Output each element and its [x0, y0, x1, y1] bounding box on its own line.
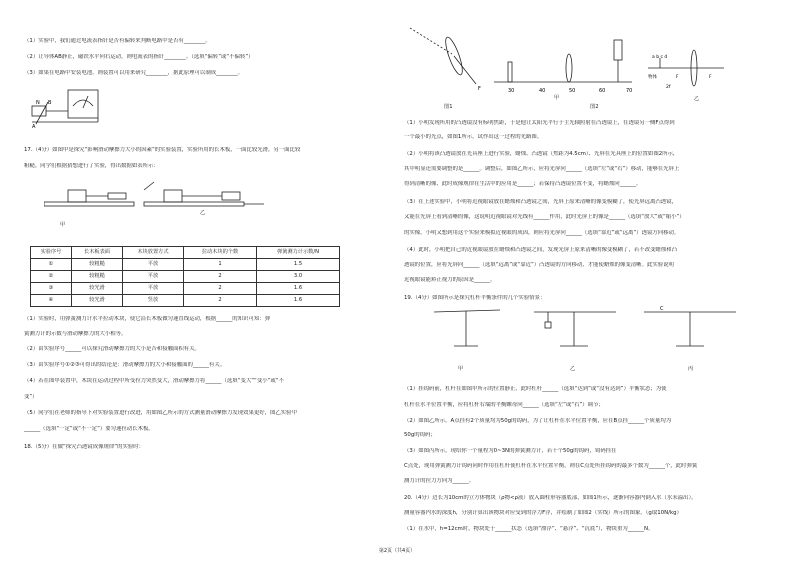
- fig-label-jia: 甲: [554, 95, 560, 101]
- lever-label-jia: 甲: [458, 366, 464, 372]
- lens-label: F: [709, 75, 712, 80]
- q20-line-3: （1）在水中，h=12cm时，物块处于______状态（选填“漂浮”、“悬浮”、“沉底”），物块重为______N。: [404, 526, 654, 532]
- table-cell: 较粗糙: [72, 259, 123, 271]
- table-cell: 较光滑: [72, 283, 123, 295]
- table-cell: 平放: [123, 259, 184, 271]
- table-cell: 2: [184, 295, 257, 307]
- table-cell: 较粗糙: [72, 271, 123, 283]
- table-cell: 竖放: [123, 295, 184, 307]
- table-cell: ④: [31, 295, 72, 307]
- q19-line-1: （1）挂钩码前，杠杆在如图甲所示的位置静止，此时杠杆______（选填“达到”或“没有达到”）平衡状态；为使: [404, 386, 667, 392]
- q18-line-9: （4）此时，小明把自己的近视眼镜放在蜡烛和凸透镜之间，发现光屏上原来清晰的像变模糊了，若不改变蜡烛和凸: [404, 247, 677, 253]
- page-footer: 第2页（共4页）: [378, 548, 416, 554]
- table-row: [31, 259, 340, 271]
- table-cell: 1.6: [257, 295, 340, 307]
- table-cell: ②: [31, 271, 72, 283]
- q19-line-7: 测力计的拉力方向为______。: [404, 478, 475, 484]
- ruler-tick: 40: [539, 88, 546, 94]
- label-b: B: [48, 100, 52, 106]
- q19-line-2: 杠杆在水平位置平衡，应将杠杆右端的平衡螺母向______（选填“左”或“右”）调节；: [404, 402, 604, 408]
- fig-label-1: 图1: [444, 104, 453, 110]
- table-cell: ③: [31, 283, 72, 295]
- table-row: [31, 295, 340, 307]
- lens-label: 物体: [648, 75, 657, 80]
- lens-letters: a b c d: [652, 55, 668, 60]
- q16-line-1: （1）实验中，我们通过电流表指针是否有偏转来判断电路中是否有________。: [24, 38, 211, 44]
- q18-line-7: 又能在光屏上看到清晰的像，这说明近视眼镜对光线有______作用，此时光屏上的像是______（选填“放大”或“缩小”）: [404, 214, 685, 220]
- fig-label-yi: 乙: [694, 96, 700, 102]
- q18-line-10: 透镜的位置，应将光屏向______（选填“远离”或“靠近”）凸透镜的方向移动，才能使蜡烛的像变清晰。此实验说明: [404, 262, 674, 268]
- table-header-row: [31, 247, 340, 259]
- table-header: 拉动木块的个数: [184, 247, 257, 259]
- table-row: [31, 283, 340, 295]
- q19-intro: 19.（4分）如图所示是探究杠杆平衡条件的几个实验情景：: [404, 295, 546, 301]
- q17-after-4: （3）由实验序号①②③可得出的结论是：滑动摩擦力的大小和接触面的______有关。: [24, 362, 226, 368]
- q17-after-1: （1）实验时，用弹簧测力计水平拉动木块，使它沿长木板做匀速直线运动，根据______的知识可知：弹: [24, 316, 271, 322]
- fig-label-yi: 乙: [200, 210, 206, 216]
- table-row: [31, 271, 340, 283]
- ruler-tick: 70: [626, 88, 633, 94]
- q18-line-6: （3）在上述实验中，小明将近视眼镜放在蜡烛和凸透镜之间，光屏上原来清晰的像变模糊了，使光屏远离凸透镜，: [404, 199, 677, 205]
- lever-figures: [414, 300, 774, 356]
- circuit-figure: [28, 84, 128, 140]
- q20-line-1: 20.（4分）边长为10cm的立方体物块（ρ物<ρ液）放入圆柱形容器底部，如图1所示，逐渐向容器内倒入水（水未溢出），: [404, 495, 697, 501]
- table-header: 实验序号: [31, 247, 72, 259]
- table-cell: ①: [31, 259, 72, 271]
- q19-line-3: （2）如图乙所示，A点挂有2个质量均为50g的钩码，为了让杠杆在水平位置平衡，应在B点挂______个质量均为: [404, 418, 672, 424]
- lever-bing: [644, 306, 736, 346]
- q17-after-5: （4）若在图甲装置中，木块在运动过程中所受拉力突然变大，滑动摩擦力将______（选填“变大”“变小”或“不: [24, 378, 284, 384]
- q17-line-1: 17.（4分）如图甲是探究“影响滑动摩擦力大小的因素”的实验装置，实验所用的长木板，一面比较光滑，另一面比较: [24, 147, 301, 153]
- q18-intro: 18.（5分）在做“探究凸透镜成像规律”的实验时：: [24, 444, 145, 450]
- label-n: N: [36, 100, 40, 106]
- lever-label-yi: 乙: [570, 366, 576, 372]
- q17-after-6: 变”）: [24, 394, 38, 400]
- fig-label-2: 图2: [590, 104, 599, 110]
- q17-after-3: （2）由实验序号______可以探究滑动摩擦力的大小是否和接触面积有关。: [24, 346, 200, 352]
- table-cell: 3.0: [257, 271, 340, 283]
- table-header: 木块放置方式: [123, 247, 184, 259]
- table-cell: 平放: [123, 283, 184, 295]
- ruler-tick: 50: [569, 88, 576, 94]
- table-header: 弹簧测力计示数/N: [257, 247, 340, 259]
- q18-line-3: （2）小明将该凸透镜放在光具座上进行实验，蜡烛、凸透镜（焦距为4.5cm）、光屏在光具座上的位置如图2所示，: [404, 151, 679, 157]
- q16-line-3: （3）如果在电路中安装电池，则装置可以用来研究________，据此原理可以制成________。: [24, 70, 244, 76]
- focus-f: F: [478, 86, 481, 92]
- table-cell: 1.5: [257, 259, 340, 271]
- lever-yi: [534, 312, 616, 346]
- ruler-tick: 60: [599, 88, 606, 94]
- q17-after-2: 簧测力计的示数与滑动摩擦力的大小相等。: [24, 331, 127, 337]
- q19-line-5: （3）如图丙所示，现给你一个量程为0~3N的弹簧测力计，若干个50g的钩码，钩码挂在: [404, 448, 617, 454]
- q17-line-2: 粗糙。同学们根据猜想进行了实验，得出数据如表所示：: [24, 163, 159, 169]
- q18-line-1: （1）小明发现所用的凸透镜没有标明焦距，于是他让太阳光平行于主光轴照射在凸透镜上，在透镜另一侧F点得到: [404, 120, 675, 126]
- fig-label-jia: 甲: [60, 222, 66, 228]
- q16-line-2: （2）让导体AB静止，磁铁水平向右运动，则电流表的指针________。（选填“偏转”或“不偏转”）: [24, 54, 254, 60]
- label-a: A: [32, 124, 36, 130]
- q18-line-4: 其中明显还需要调整的是______。调整后，如图乙所示，应将光屏向______（选填“左”或“右”）移动，能够在光屏上: [404, 166, 680, 172]
- q18-line-8: 的实像。小明又想到用这个实验来模拟近视眼的成因，则应将光屏向______（选填“靠近”或“远离”）透镜方向移动。: [404, 230, 680, 236]
- friction-table: [30, 246, 340, 307]
- lens-label: F: [676, 75, 679, 80]
- lens-figures: [404, 24, 776, 94]
- q18-line-2: 一个最小的光点，如图1所示，试作出这一过程的光路图。: [404, 134, 543, 140]
- table-cell: 1.6: [257, 283, 340, 295]
- table-cell: 较光滑: [72, 295, 123, 307]
- friction-figure: [44, 174, 284, 218]
- q17-after-7: （5）同学们在老师的指导下对实验装置进行改进，用如图乙所示的方式测量滑动摩擦力发现效果更好，图乙实验中: [24, 410, 297, 416]
- table-header: 长木板表面: [72, 247, 123, 259]
- table-cell: 1: [184, 259, 257, 271]
- lever-label-bing: 丙: [688, 366, 694, 372]
- table-cell: 2: [184, 271, 257, 283]
- ruler-tick: 30: [508, 88, 515, 94]
- q20-line-2: 测量容器内水的深度h，分别计算出该物块对应受到的浮力F浮，并绘制了如图2（实线）所示的图象。（g取10N/kg）: [404, 510, 682, 516]
- lever-jia: [434, 310, 500, 346]
- lens-label: 2f: [666, 85, 671, 90]
- q18-line-11: 近视眼镜能矫正视力的原因是______。: [404, 277, 496, 283]
- q18-line-5: 得到清晰的像，此时成像规律在生活中的应用是______；若保持凸透镜位置不变，将蜡烛向______。: [404, 181, 642, 187]
- q17-after-8: ______（选填“一定”或“不一定”）要匀速拉动长木板。: [24, 426, 154, 432]
- table-cell: 平放: [123, 271, 184, 283]
- point-c: C: [660, 306, 664, 312]
- q19-line-6: C点处，现用弹簧测力计钩码同时作用在杠杆使杠杆在水平位置平衡，则在C点处所挂钩码的最多个数为______个，此时弹簧: [404, 463, 698, 469]
- table-cell: 2: [184, 283, 257, 295]
- ruler-ticks: [508, 88, 632, 94]
- q19-line-4: 50g的钩码；: [404, 432, 436, 438]
